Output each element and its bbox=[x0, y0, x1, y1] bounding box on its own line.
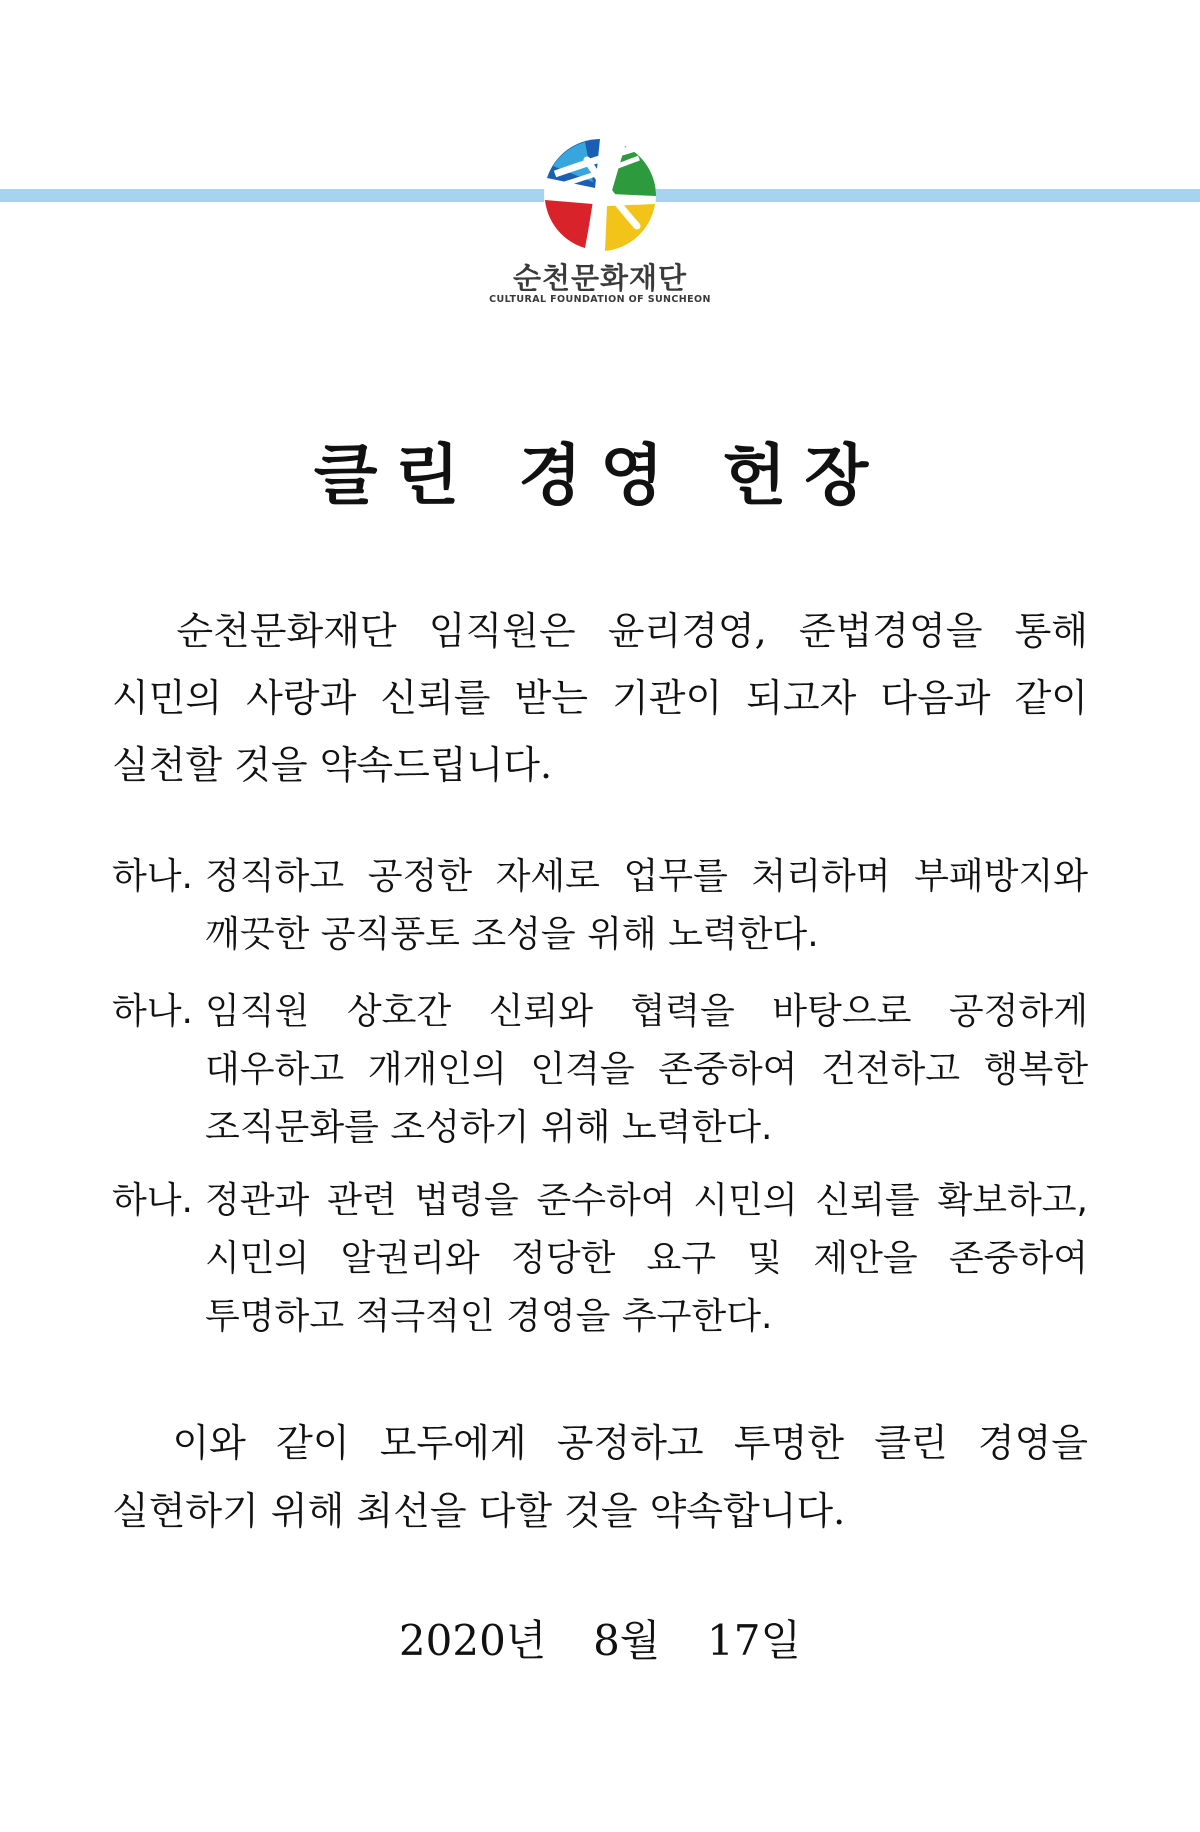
page-title: 클린 경영 헌장 bbox=[313, 436, 887, 514]
clause-prefix: 하나. bbox=[112, 1180, 193, 1221]
clause-prefix: 하나. bbox=[112, 991, 193, 1032]
intro-line-3: 실천할 것을 약속드립니다. bbox=[112, 743, 553, 787]
clause-line: 정직하고 공정한 자세로 업무를 처리하며 부패방지와 bbox=[205, 856, 1088, 897]
clause-line: 조직문화를 조성하기 위해 노력한다. bbox=[205, 1107, 773, 1148]
clause-line: 정관과 관련 법령을 준수하여 시민의 신뢰를 확보하고, bbox=[205, 1180, 1088, 1221]
intro-line-1: 순천문화재단 임직원은 윤리경영, 준법경영을 통해 bbox=[112, 609, 1088, 653]
clause-line: 시민의 알권리와 정당한 요구 및 제안을 존중하여 bbox=[205, 1238, 1088, 1279]
clause-line: 깨끗한 공직풍토 조성을 위해 노력한다. bbox=[205, 914, 819, 955]
org-name-ko: 순천문화재단 bbox=[512, 261, 688, 295]
charter-date: 2020년 8월 17일 bbox=[398, 1616, 802, 1665]
closing-line-1: 이와 같이 모두에게 공정하고 투명한 클린 경영을 bbox=[112, 1421, 1088, 1465]
suncheon-cultural-foundation-logo-icon bbox=[535, 130, 665, 260]
clause-line: 임직원 상호간 신뢰와 협력을 바탕으로 공정하게 bbox=[205, 991, 1088, 1032]
org-name-en: CULTURAL FOUNDATION OF SUNCHEON bbox=[489, 294, 711, 305]
closing-line-2: 실현하기 위해 최선을 다할 것을 약속합니다. bbox=[112, 1489, 846, 1533]
clause-line: 투명하고 적극적인 경영을 추구한다. bbox=[205, 1296, 773, 1337]
intro-line-2: 시민의 사랑과 신뢰를 받는 기관이 되고자 다음과 같이 bbox=[112, 676, 1088, 720]
clause-line: 대우하고 개개인의 인격을 존중하여 건전하고 행복한 bbox=[205, 1049, 1088, 1090]
clause-prefix: 하나. bbox=[112, 856, 193, 897]
